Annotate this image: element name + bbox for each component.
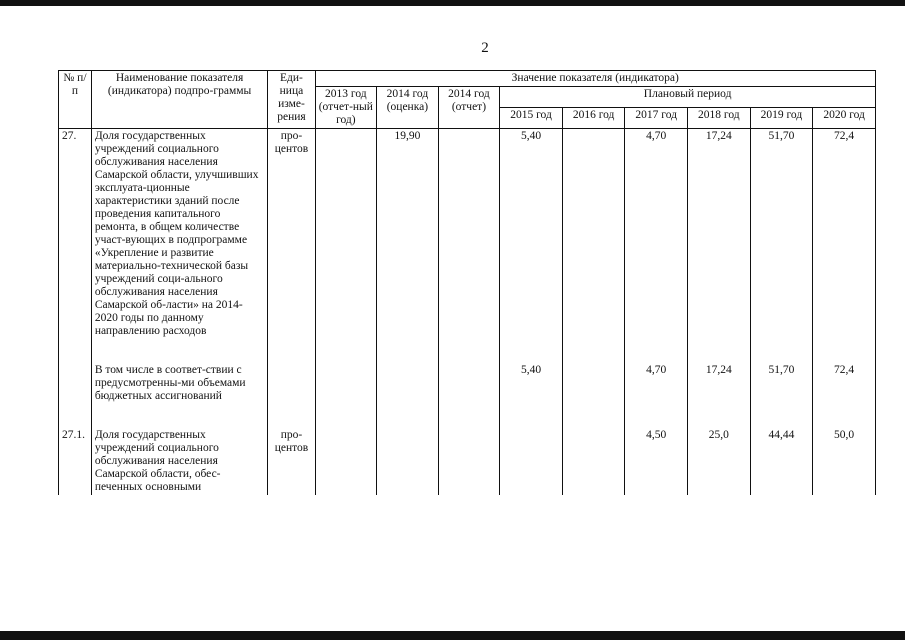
cell-2020: 72,4 bbox=[813, 363, 876, 404]
spacer-row bbox=[59, 339, 876, 363]
table-row bbox=[59, 428, 876, 495]
header-2020: 2020 год bbox=[813, 108, 876, 129]
cell-2014-report bbox=[438, 363, 500, 404]
cell-2016 bbox=[562, 428, 625, 495]
cell-2016 bbox=[562, 129, 625, 340]
cell-2013 bbox=[315, 428, 377, 495]
row-name: В том числе в соответ-ствии с предусмотренны-ми объемами бюджетных ассигнований bbox=[91, 363, 268, 404]
row-no: 27.1. bbox=[59, 428, 92, 495]
indicator-table bbox=[58, 70, 876, 495]
header-2017: 2017 год bbox=[625, 108, 688, 129]
header-2015: 2015 год bbox=[500, 108, 563, 129]
cell-2018: 25,0 bbox=[688, 428, 751, 495]
spacer-row bbox=[59, 404, 876, 428]
row-unit: про-центов bbox=[268, 428, 315, 495]
header-2018: 2018 год bbox=[688, 108, 751, 129]
cell-2014-report bbox=[438, 428, 500, 495]
bottom-edge-bar bbox=[0, 631, 905, 640]
row-no bbox=[59, 363, 92, 404]
page-number: 2 bbox=[481, 40, 489, 56]
cell-2014-estimate: 19,90 bbox=[377, 129, 439, 340]
cell-2013 bbox=[315, 363, 377, 404]
cell-2017: 4,70 bbox=[625, 363, 688, 404]
cell-2020: 72,4 bbox=[813, 129, 876, 340]
cell-2014-report bbox=[438, 129, 500, 340]
row-unit bbox=[268, 363, 315, 404]
top-edge-bar bbox=[0, 0, 905, 6]
cell-2017: 4,70 bbox=[625, 129, 688, 340]
header-2013: 2013 год (отчет-ный год) bbox=[315, 87, 377, 129]
cell-2014-estimate bbox=[377, 428, 439, 495]
cell-2015: 5,40 bbox=[500, 363, 563, 404]
row-no: 27. bbox=[59, 129, 92, 340]
header-2019: 2019 год bbox=[750, 108, 813, 129]
row-unit: про-центов bbox=[268, 129, 315, 340]
cell-2020: 50,0 bbox=[813, 428, 876, 495]
cell-2015 bbox=[500, 428, 563, 495]
header-planned-period: Плановый период bbox=[500, 87, 876, 108]
header-unit: Еди-ница изме-рения bbox=[268, 71, 315, 129]
cell-2019: 44,44 bbox=[750, 428, 813, 495]
row-name: Доля государственных учреждений социального обслуживания населения Самарской области, улучшивших эксплуата-ционные характеристики зданий после проведения капитального ремонта, в общем количестве участ-вующих в подпрограмме «Укрепление и развитие материально-технической базы учреждений соци-ального обслуживания населения Самарской об-ласти» на 2014-2020 годы по данному направлению расходов bbox=[91, 129, 268, 340]
cell-2018: 17,24 bbox=[688, 129, 751, 340]
cell-2019: 51,70 bbox=[750, 129, 813, 340]
cell-2017: 4,50 bbox=[625, 428, 688, 495]
header-2014-report: 2014 год (отчет) bbox=[438, 87, 500, 129]
header-no: № п/п bbox=[59, 71, 92, 129]
header-2014-estimate: 2014 год (оценка) bbox=[377, 87, 439, 129]
cell-2016 bbox=[562, 363, 625, 404]
cell-2019: 51,70 bbox=[750, 363, 813, 404]
table-row bbox=[59, 129, 876, 340]
header-value-group: Значение показателя (индикатора) bbox=[315, 71, 875, 87]
header-name: Наименование показателя (индикатора) подпро-граммы bbox=[91, 71, 268, 129]
table-row bbox=[59, 363, 876, 404]
row-name: Доля государственных учреждений социального обслуживания населения Самарской области, обес-печенных основными bbox=[91, 428, 268, 495]
cell-2013 bbox=[315, 129, 377, 340]
cell-2014-estimate bbox=[377, 363, 439, 404]
cell-2018: 17,24 bbox=[688, 363, 751, 404]
cell-2015: 5,40 bbox=[500, 129, 563, 340]
header-2016: 2016 год bbox=[562, 108, 625, 129]
